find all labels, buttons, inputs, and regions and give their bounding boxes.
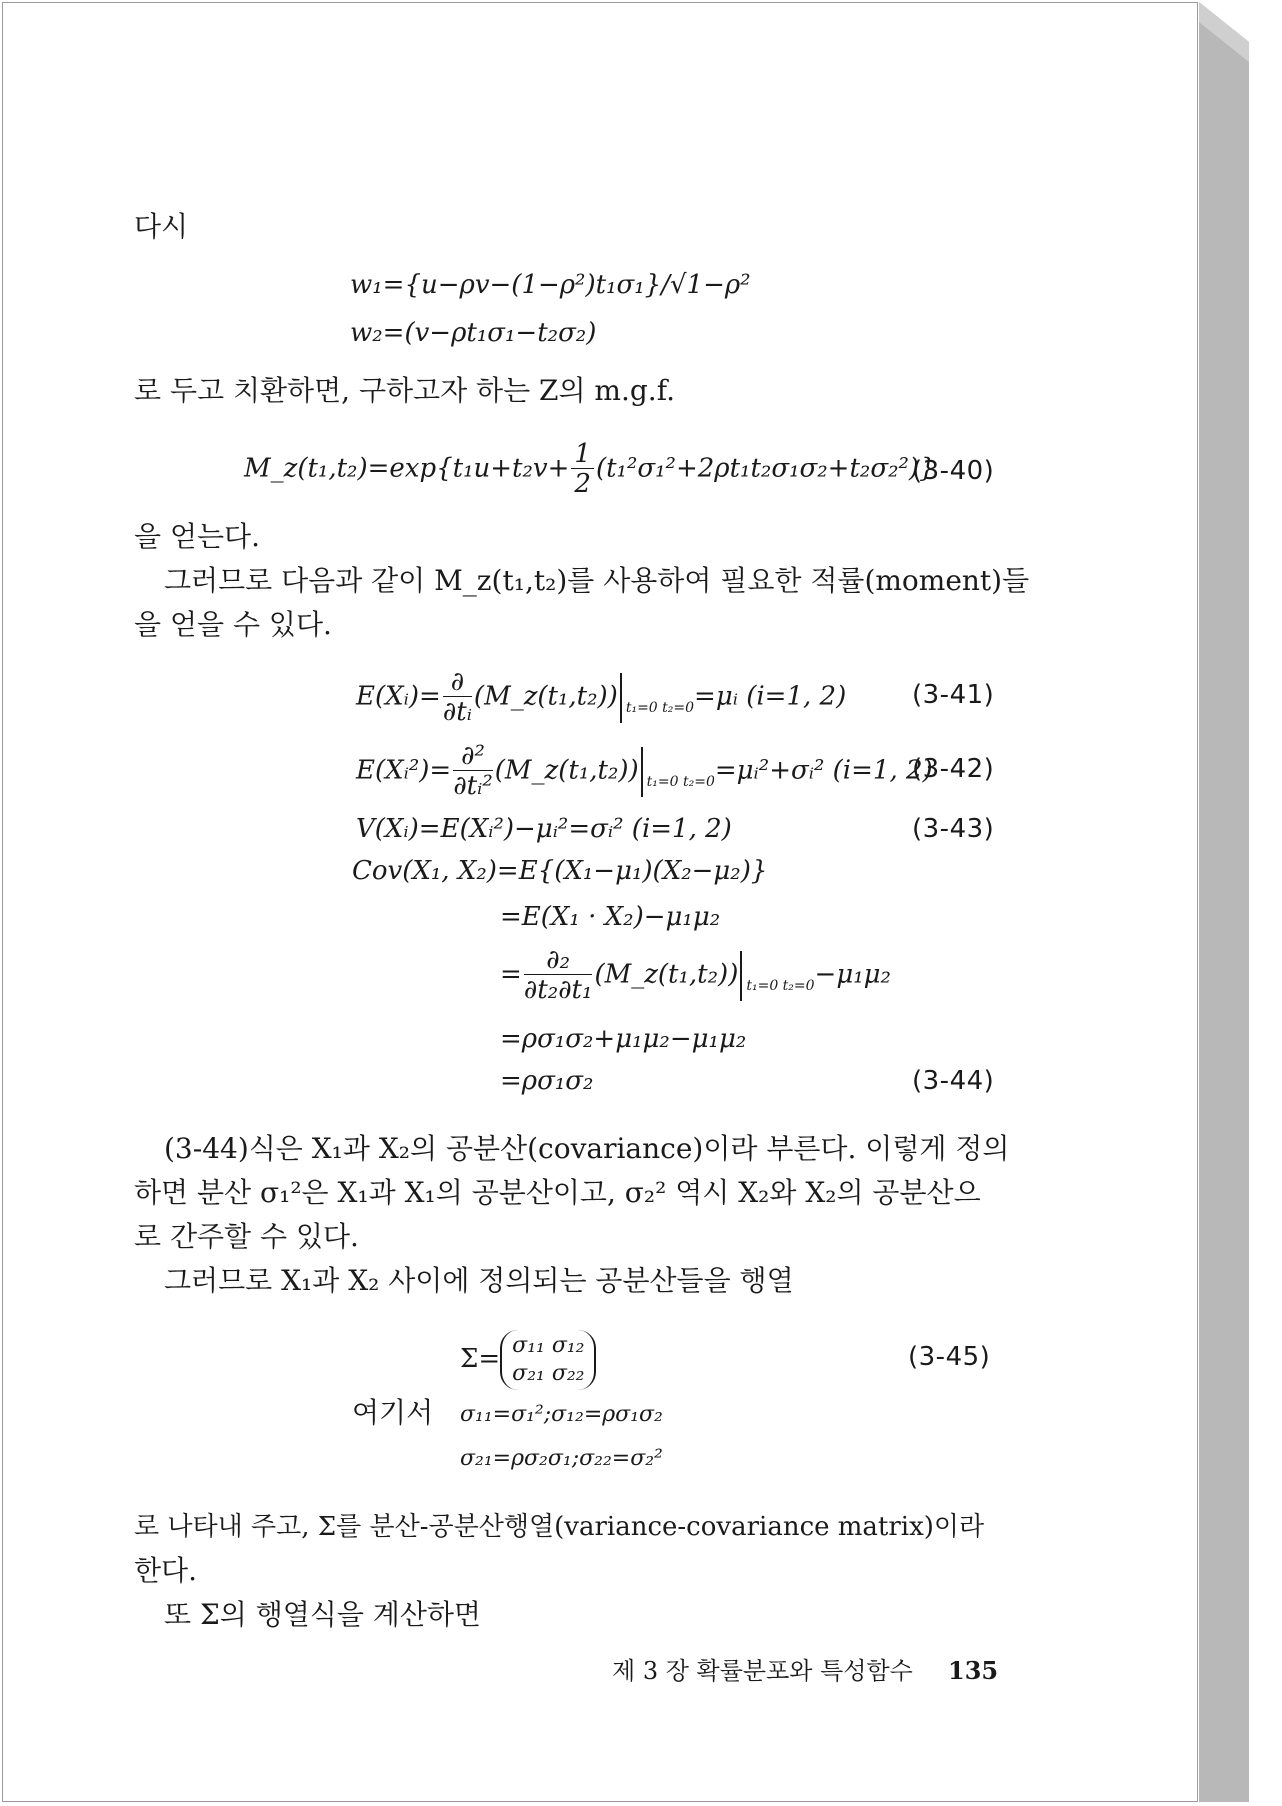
eq44-number: (3-44) — [912, 1066, 995, 1096]
paragraph1-line1: 그러므로 다음과 같이 M_z(t₁,t₂)를 사용하여 필요한 적률(moment)들 — [164, 564, 1030, 597]
equation-3-41: E(Xᵢ)= $\frac{\partial}{\text{∂tᵢ}}$ (M_z(t₁,t₂)) t₁=0 t₂=0=μᵢ (i=1, 2) — [356, 667, 847, 727]
paragraph2-line1: (3-44)식은 X₁과 X₂의 공분산(covariance)이라 부른다. 이렇게 정의 — [164, 1132, 1010, 1165]
covariance-matrix: σ₁₁ σ₁₂ σ₂₁ σ₂₂ — [500, 1330, 596, 1390]
equation-3-40 — [244, 440, 936, 499]
cov-line-5: =ρσ₁σ₂ — [500, 1066, 594, 1096]
where-line-2: σ₂₁=ρσ₂σ₁;σ₂₂=σ₂² — [460, 1446, 663, 1471]
cov-line-2: =E(X₁ · X₂)−μ₁μ₂ — [500, 902, 721, 932]
substitute-line: 로 두고 치환하면, 구하고자 하는 Z의 m.g.f. — [134, 374, 675, 407]
eq40-right: (t₁²σ₁²+2ρt₁t₂σ₁σ₂+t₂σ₂²)} — [595, 453, 936, 484]
equation-3-45: Σ= σ₁₁ σ₁₂ σ₂₁ σ₂₂ — [460, 1330, 596, 1390]
paragraph2-line3: 로 간주할 수 있다. — [134, 1220, 359, 1253]
where-line-1: σ₁₁=σ₁²;σ₁₂=ρσ₁σ₂ — [460, 1402, 663, 1427]
obtain-line: 을 얻는다. — [134, 520, 260, 553]
w1-equation: w₁={u−ρv−(1−ρ²)t₁σ₁}/√1−ρ² — [350, 270, 751, 300]
eq40-fraction: $\frac{1}{2}$ — [571, 440, 594, 499]
equation-3-42: E(Xᵢ²)= $\frac{\text{∂²}}{\text{∂tᵢ²}}$ (M_z(t₁,t₂)) t₁=0 t₂=0=μᵢ²+σᵢ² (i=1, 2) — [356, 741, 933, 801]
cov-line-3: = $\frac{\text{∂₂}}{\text{∂t₂∂t₁}}$ (M_z(t₁,t₂)) t₁=0 t₂=0−μ₁μ₂ — [500, 945, 891, 1005]
equation-3-43: V(Xᵢ)=E(Xᵢ²)−μᵢ²=σᵢ² (i=1, 2) — [356, 814, 732, 844]
paragraph3: 그러므로 X₁과 X₂ 사이에 정의되는 공분산들을 행열 — [164, 1264, 794, 1297]
page-edge-shadow — [1199, 2, 1249, 1802]
eq40-left: M_z(t₁,t₂)=exp{t₁u+t₂v+ — [244, 453, 570, 484]
eq41-number: (3-41) — [912, 680, 995, 710]
eq45-number: (3-45) — [908, 1342, 991, 1372]
intro-text: 다시 — [134, 210, 189, 243]
where-label: 여기서 — [352, 1396, 434, 1429]
paragraph2-line2: 하면 분산 σ₁²은 X₁과 X₁의 공분산이고, σ₂² 역시 X₂와 X₂의 공분산으 — [134, 1176, 981, 1209]
footer-chapter-title: 제 3 장 확률분포와 특성함수 — [612, 1657, 913, 1685]
paragraph4-line1: 로 나타내 주고, Σ를 분산-공분산행열(variance-covariance matrix)이라 — [134, 1512, 985, 1542]
paragraph1-line2: 을 얻을 수 있다. — [134, 608, 332, 641]
eq42-number: (3-42) — [912, 754, 995, 784]
page-number: 135 — [948, 1656, 999, 1685]
eq40-number: (3-40) — [912, 456, 995, 486]
eq43-number: (3-43) — [912, 814, 995, 844]
w2-equation: w₂=(v−ρt₁σ₁−t₂σ₂) — [350, 318, 597, 348]
cov-line-1: Cov(X₁, X₂)=E{(X₁−μ₁)(X₂−μ₂)} — [352, 856, 768, 886]
paragraph4-line2: 한다. — [134, 1554, 197, 1587]
cov-line-4: =ρσ₁σ₂+μ₁μ₂−μ₁μ₂ — [500, 1024, 747, 1054]
paragraph5: 또 Σ의 행열식을 계산하면 — [164, 1598, 481, 1631]
